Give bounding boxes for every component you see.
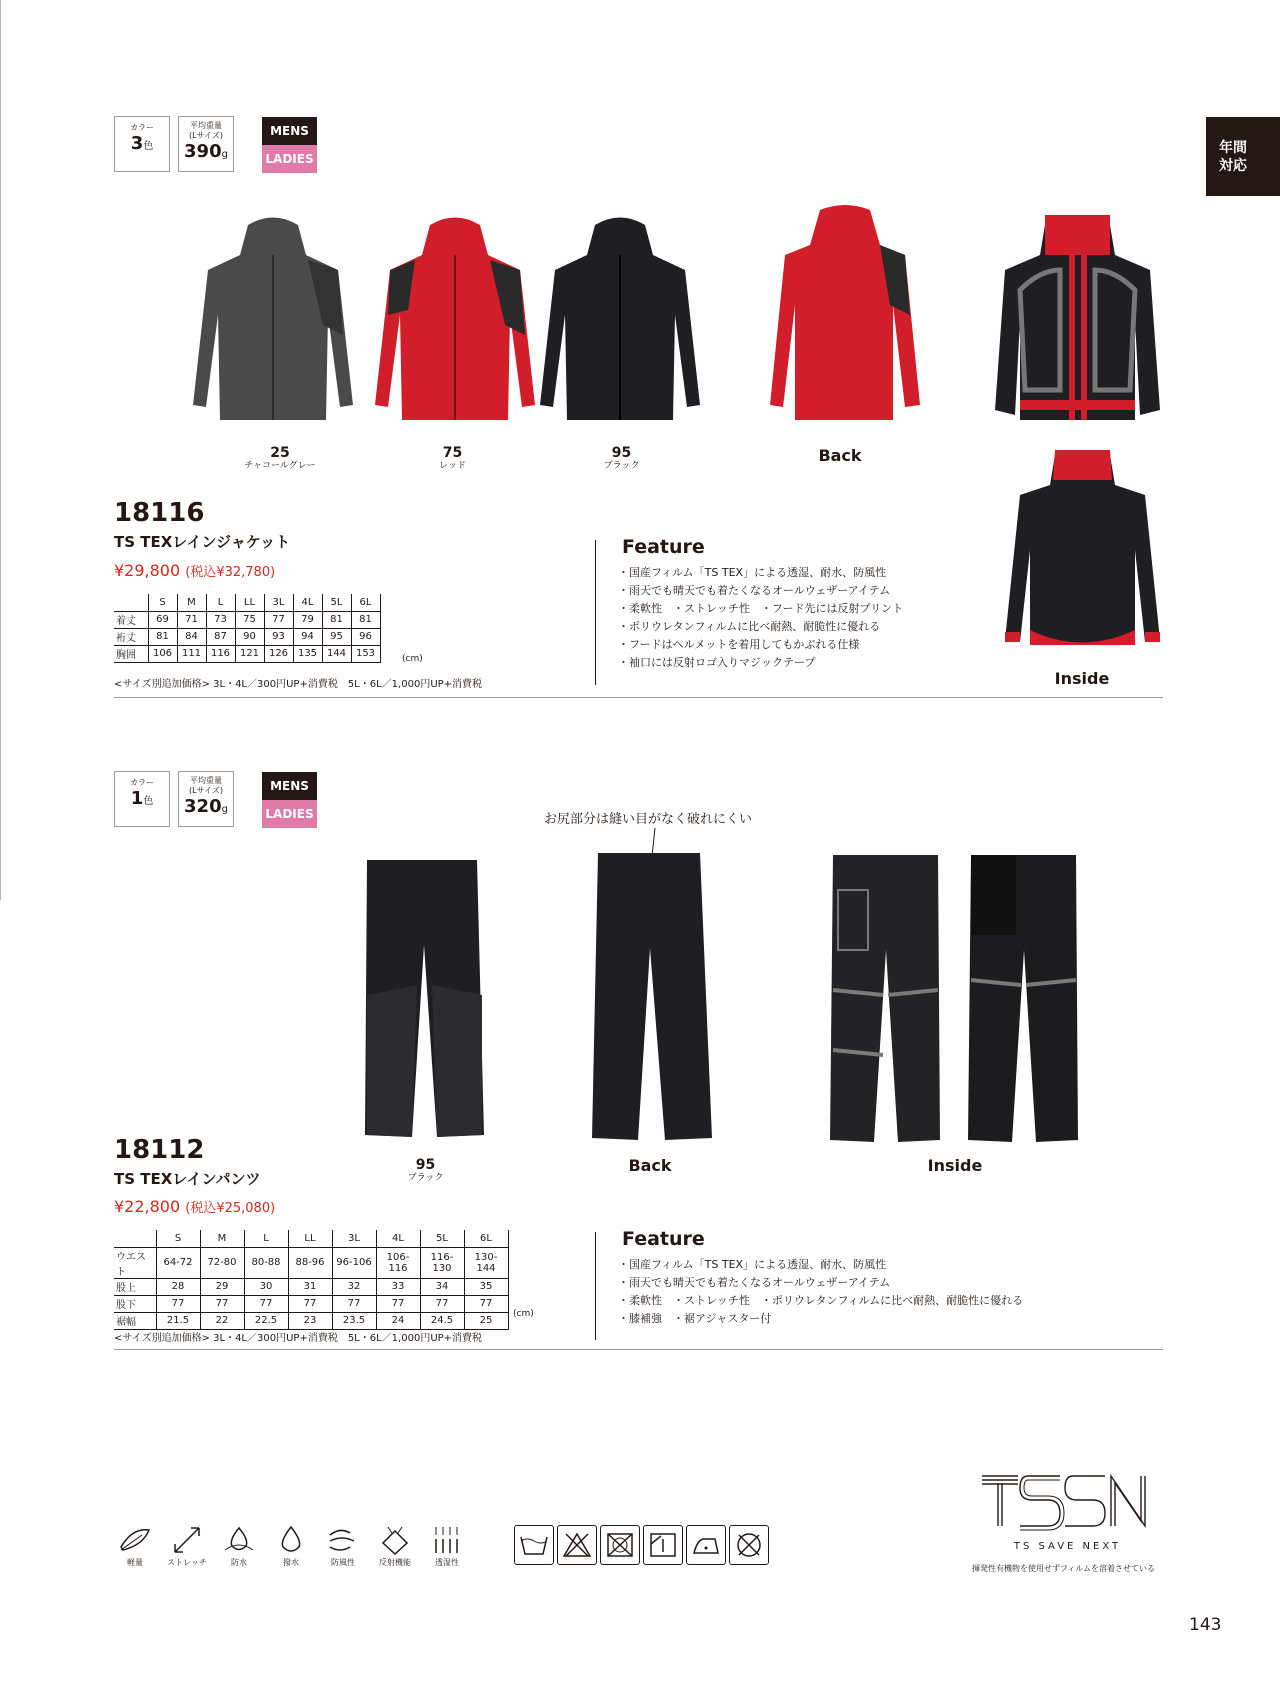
table-cell: 87: [206, 628, 235, 645]
weight-unit: g: [221, 804, 228, 815]
unit-cm: (cm): [402, 654, 423, 664]
row-label: 裾幅: [114, 1312, 156, 1329]
price-with-tax: (税込¥25,080): [185, 1201, 276, 1216]
pants-inside-front-body: [830, 855, 940, 1142]
table-cell: 34: [420, 1278, 464, 1295]
table-cell: 29: [200, 1278, 244, 1295]
jacket-image-25: [188, 215, 358, 440]
feature-title: Feature: [622, 536, 705, 558]
section-divider: [114, 1349, 1163, 1350]
pants-weight-box: [178, 771, 234, 827]
table-cell: 80-88: [244, 1247, 288, 1278]
table-cell: 135: [293, 645, 322, 662]
mens-tag: MENS: [262, 117, 317, 145]
jacket-inside-back-body: [1005, 455, 1160, 645]
size-header: 3L: [332, 1230, 376, 1247]
weight-size-label: (Lサイズ): [188, 131, 224, 140]
table-cell: 33: [376, 1278, 420, 1295]
pants-inside-image: [828, 850, 943, 1145]
pants-back-body: [592, 853, 712, 1140]
table-cell: 116: [206, 645, 235, 662]
waterproof-icon: [214, 1525, 264, 1568]
variant-name: チャコールグレー: [244, 461, 316, 471]
row-label: 胸囲: [114, 645, 148, 662]
price-with-tax: (税込¥32,780): [185, 565, 276, 580]
table-cell: 32: [332, 1278, 376, 1295]
feature-item: ・柔軟性 ・ストレッチ性 ・フード先には反射プリント: [618, 602, 904, 615]
table-cell: 77: [420, 1295, 464, 1312]
table-cell: 130-144: [464, 1247, 508, 1278]
table-cell: 77: [156, 1295, 200, 1312]
table-cell: 77: [376, 1295, 420, 1312]
jacket-color-count-box: [114, 116, 170, 172]
color-count: 3: [130, 133, 144, 154]
feature-item: ・袖口には反射ロゴ入りマジックテープ: [618, 656, 816, 669]
brand-tagline: TS SAVE NEXT: [1013, 1541, 1122, 1552]
variant-caption-95: [584, 446, 659, 472]
weight-label: 平均重量: [190, 121, 222, 130]
pants-size-table: [114, 1230, 509, 1330]
line-dry-icon: [643, 1525, 683, 1565]
variant-name: ブラック: [407, 1173, 444, 1183]
table-cell: 95: [322, 628, 351, 645]
back-callout: お尻部分は縫い目がなく破れにくい: [544, 812, 753, 827]
variant-code: 95: [415, 1157, 436, 1173]
jacket-back-label: Back: [818, 446, 862, 465]
ladies-tag: LADIES: [262, 800, 317, 828]
size-header: L: [206, 594, 235, 611]
product-code: 18112: [114, 1135, 205, 1165]
brand-logo: [980, 1471, 1155, 1552]
table-cell: 79: [293, 611, 322, 628]
size-header: [114, 1230, 156, 1247]
jacket-inside-label: Inside: [1054, 669, 1110, 688]
feature-divider: [595, 1232, 596, 1340]
function-label: 撥水: [283, 1558, 299, 1567]
row-label: 股下: [114, 1295, 156, 1312]
table-cell: 21.5: [156, 1312, 200, 1329]
weight-unit: g: [221, 149, 228, 160]
variant-code: 75: [442, 445, 463, 461]
table-cell: 96: [351, 628, 380, 645]
table-cell: 106-116: [376, 1247, 420, 1278]
color-label: カラー: [130, 123, 154, 132]
weight-value: 390: [184, 141, 222, 162]
size-header: 5L: [322, 594, 351, 611]
table-cell: 24: [376, 1312, 420, 1329]
table-cell: 111: [177, 645, 206, 662]
table-row: [114, 628, 380, 645]
table-row: [114, 611, 380, 628]
product-price: [114, 1197, 275, 1216]
size-header: LL: [235, 594, 264, 611]
jacket-size-table-wrap: [114, 594, 381, 663]
size-header: 4L: [293, 594, 322, 611]
feature-title: Feature: [622, 1228, 705, 1250]
section-divider: [114, 697, 1163, 698]
table-cell: 116-130: [420, 1247, 464, 1278]
feature-item: ・柔軟性 ・ストレッチ性 ・ポリウレタンフィルムに比べ耐熱、耐脆性に優れる: [618, 1294, 1024, 1307]
pants-image-95: [362, 855, 487, 1140]
weight-label: 平均重量: [190, 776, 222, 785]
iron-icon: [686, 1525, 726, 1565]
breathable-icon: [422, 1525, 472, 1568]
product-code: 18116: [114, 498, 205, 528]
table-row: [114, 1295, 508, 1312]
variant-caption-25: [235, 446, 325, 472]
table-row: [114, 1247, 508, 1278]
color-unit: 色: [143, 141, 154, 152]
size-header: 6L: [464, 1230, 508, 1247]
no-tumble-dry-icon: [600, 1525, 640, 1565]
season-tab-line2: 対応: [1219, 158, 1247, 174]
page-number: 143: [1189, 1615, 1222, 1635]
jacket-inside-image: [990, 210, 1165, 425]
table-cell: 96-106: [332, 1247, 376, 1278]
pants-back-image: [590, 848, 715, 1143]
table-cell: 93: [264, 628, 293, 645]
feature-item: ・ポリウレタンフィルムに比べ耐熱、耐脆性に優れる: [618, 620, 881, 633]
price-value: ¥29,800: [114, 561, 181, 580]
feature-divider: [595, 540, 596, 685]
row-label: 着丈: [114, 611, 148, 628]
feature-list: [618, 1256, 1023, 1328]
stretch-icon: [162, 1525, 212, 1568]
product-name: TS TEXレインパンツ: [114, 1170, 261, 1188]
size-extra-price-note: <サイズ別追加価格> 3L・4L／300円UP+消費税 5L・6L／1,000円UP+消費税: [114, 679, 483, 690]
feature-item: ・国産フィルム「TS TEX」による透湿、耐水、防風性: [618, 566, 887, 579]
mens-tag: MENS: [262, 772, 317, 800]
size-header: M: [200, 1230, 244, 1247]
table-cell: 144: [322, 645, 351, 662]
table-cell: 77: [244, 1295, 288, 1312]
size-header: S: [156, 1230, 200, 1247]
row-label: ウエスト: [114, 1247, 156, 1278]
table-cell: 72-80: [200, 1247, 244, 1278]
table-cell: 90: [235, 628, 264, 645]
jacket-image-75: [370, 215, 540, 440]
ladies-tag: LADIES: [262, 145, 317, 173]
table-cell: 25: [464, 1312, 508, 1329]
table-cell: 71: [177, 611, 206, 628]
table-cell: 35: [464, 1278, 508, 1295]
variant-code: 95: [611, 445, 632, 461]
size-header: S: [148, 594, 177, 611]
table-cell: 22: [200, 1312, 244, 1329]
brand-note: 揮発性有機物を使用せずフィルムを溶着させている: [972, 1564, 1156, 1573]
pants-inside-back-image: [966, 850, 1081, 1145]
size-header: 3L: [264, 594, 293, 611]
weight-size-label: (Lサイズ): [188, 786, 224, 795]
feature-list: [618, 564, 903, 672]
jacket-image-95: [535, 215, 705, 440]
weight-value: 320: [184, 796, 222, 817]
size-header: [114, 594, 148, 611]
table-cell: 106: [148, 645, 177, 662]
table-cell: 73: [206, 611, 235, 628]
product-price: [114, 561, 275, 580]
tssn-logo-mark: [980, 1471, 1155, 1531]
size-header: M: [177, 594, 206, 611]
feature-item: ・フードはヘルメットを着用してもかぶれる仕様: [618, 638, 860, 651]
product-name: TS TEXレインジャケット: [114, 533, 291, 551]
function-label: 軽量: [127, 1558, 143, 1567]
pants-inside-label: Inside: [927, 1156, 983, 1175]
pants-color-count-box: [114, 771, 170, 827]
table-row: [114, 645, 380, 662]
pants-variant-caption-95: [388, 1158, 463, 1184]
jacket-weight-box: [178, 116, 234, 172]
table-cell: 81: [322, 611, 351, 628]
table-cell: 77: [464, 1295, 508, 1312]
table-cell: 31: [288, 1278, 332, 1295]
color-count: 1: [130, 788, 144, 809]
size-header: 4L: [376, 1230, 420, 1247]
variant-name: ブラック: [603, 461, 640, 471]
table-cell: 126: [264, 645, 293, 662]
table-cell: 81: [351, 611, 380, 628]
unit-cm: (cm): [513, 1309, 534, 1319]
size-header: 6L: [351, 594, 380, 611]
table-cell: 28: [156, 1278, 200, 1295]
variant-name: レッド: [439, 461, 466, 471]
wash-tub-icon: [514, 1525, 554, 1565]
table-cell: 81: [148, 628, 177, 645]
jacket-back-image: [765, 205, 925, 430]
feather-icon: [110, 1525, 160, 1568]
row-label: 股上: [114, 1278, 156, 1295]
jacket-back-body: [770, 205, 920, 420]
table-cell: 23.5: [332, 1312, 376, 1329]
table-cell: 24.5: [420, 1312, 464, 1329]
feature-item: ・雨天でも晴天でも着たくなるオールウェザーアイテム: [618, 1276, 891, 1289]
table-cell: 121: [235, 645, 264, 662]
table-cell: 64-72: [156, 1247, 200, 1278]
reflect-icon: [370, 1525, 420, 1568]
pants-size-table-wrap: [114, 1230, 509, 1330]
water-drop-icon: [266, 1525, 316, 1568]
size-header: L: [244, 1230, 288, 1247]
table-cell: 77: [200, 1295, 244, 1312]
price-value: ¥22,800: [114, 1197, 181, 1216]
row-label: 裄丈: [114, 628, 148, 645]
table-cell: 23: [288, 1312, 332, 1329]
size-header: 5L: [420, 1230, 464, 1247]
feature-item: ・国産フィルム「TS TEX」による透湿、耐水、防風性: [618, 1258, 887, 1271]
table-cell: 153: [351, 645, 380, 662]
table-row: [114, 1278, 508, 1295]
feature-item: ・膝補強 ・裾アジャスター付: [618, 1312, 772, 1325]
no-bleach-icon: [557, 1525, 597, 1565]
season-tab: [1206, 117, 1280, 196]
pants-back-label: Back: [628, 1156, 672, 1175]
size-header: LL: [288, 1230, 332, 1247]
table-cell: 84: [177, 628, 206, 645]
wind-icon: [318, 1525, 368, 1568]
table-row: [114, 1312, 508, 1329]
table-cell: 88-96: [288, 1247, 332, 1278]
table-cell: 22.5: [244, 1312, 288, 1329]
variant-caption-75: [415, 446, 490, 472]
table-cell: 77: [288, 1295, 332, 1312]
size-extra-price-note: <サイズ別追加価格> 3L・4L／300円UP+消費税 5L・6L／1,000円UP+消費税: [114, 1333, 483, 1344]
table-cell: 69: [148, 611, 177, 628]
jacket-inside-back-image: [1000, 450, 1165, 650]
no-dry-clean-icon: [729, 1525, 769, 1565]
color-unit: 色: [143, 796, 154, 807]
function-label: 反射機能: [379, 1558, 411, 1567]
function-label: 透湿性: [435, 1558, 459, 1567]
table-cell: 77: [264, 611, 293, 628]
table-cell: 30: [244, 1278, 288, 1295]
season-tab-line1: 年間: [1219, 140, 1247, 156]
table-cell: 75: [235, 611, 264, 628]
color-label: カラー: [130, 778, 154, 787]
table-cell: 77: [332, 1295, 376, 1312]
function-label: ストレッチ: [167, 1558, 207, 1567]
page-edge-line: [0, 0, 1, 900]
variant-code: 25: [270, 445, 290, 461]
table-cell: 94: [293, 628, 322, 645]
function-label: 防水: [231, 1558, 247, 1567]
jacket-size-table: [114, 594, 381, 663]
function-label: 防風性: [331, 1558, 355, 1567]
feature-item: ・雨天でも晴天でも着たくなるオールウェザーアイテム: [618, 584, 891, 597]
